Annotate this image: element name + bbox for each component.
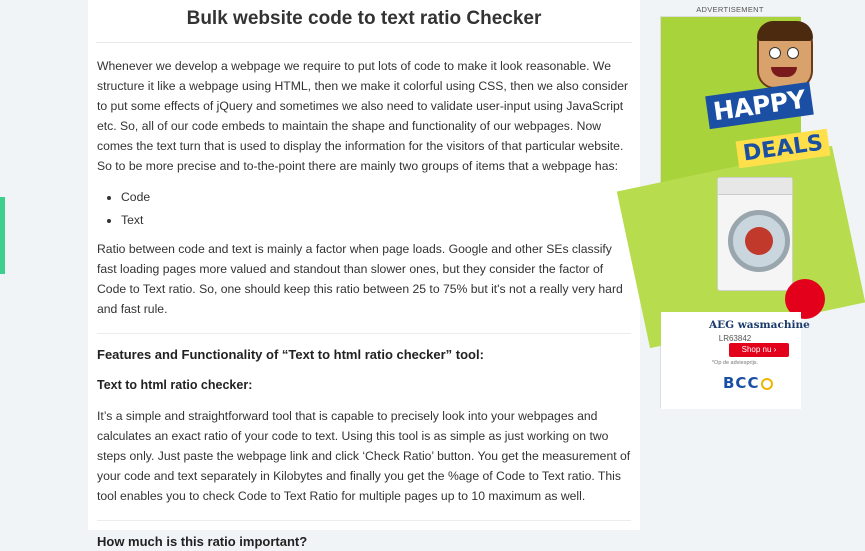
bcc-logo xyxy=(723,374,773,392)
advertisement-banner[interactable] xyxy=(660,16,825,408)
ad-product-name: AEG wasmachine xyxy=(709,319,810,331)
washing-machine-image xyxy=(717,177,793,291)
item-list xyxy=(97,186,631,232)
section-divider xyxy=(97,333,631,334)
ad-deals-text: DEALS xyxy=(736,129,831,169)
ad-happy-text: HAPPY xyxy=(705,82,813,129)
bcc-logo-text: BCC xyxy=(723,374,760,392)
features-heading: Features and Functionality of “Text to html ratio checker” tool: xyxy=(97,347,484,362)
ratio-paragraph: Ratio between code and text is mainly a factor when page loads. Google and other SEs classify fast loading pages more valued and standout than slower ones, but they consider the factor of Code to Text ratio. So, one should keep this ratio between 25 to 75% but it's not a really very hard and fast rule. xyxy=(97,242,623,316)
importance-heading: How much is this ratio important? xyxy=(97,534,308,549)
ad-footer xyxy=(661,312,810,409)
section-divider xyxy=(97,520,631,521)
page-title: Bulk website code to text ratio Checker xyxy=(186,8,542,29)
advertisement-label: ADVERTISEMENT xyxy=(696,5,764,14)
left-accent-bar xyxy=(0,197,5,274)
shop-now-button[interactable]: Shop nu › xyxy=(729,343,789,357)
mascot-image xyxy=(757,23,813,89)
ad-hero xyxy=(661,17,825,312)
ad-model-number: LR63842 xyxy=(718,334,752,343)
intro-paragraph: Whenever we develop a webpage we require to put lots of code to make it look reasonable. We structure it like a webpage using HTML, then we make it colorful using CSS, then we also consider to put some effects of jQuery and sometimes we also need to validate user-input using JavaScript etc. So, all of our code embeds to maintain the shape and functionality of our webpages. Now comes the text turn that is used to display the information for the visitors of that particular website. So to be more precise and to-the-point there are mainly two groups of items that a webpage has: xyxy=(97,59,629,173)
article-content xyxy=(97,56,631,551)
list-item: • Code xyxy=(121,186,631,209)
checker-paragraph: It’s a simple and straightforward tool that is capable to precisely look into your webpages and calculates an exact ratio of your code to text. Using this tool is as simple as just working on two steps only. Just paste the webpage link and click ‘Check Ratio’ button. You get the measurement of your code and text separately in Kilobytes and finally you get the %age of Code to Text ratio. This tool enables you to check Code to Text Ratio for multiple pages up to 10 maximum as well. xyxy=(97,409,631,503)
checker-subheading: Text to html ratio checker: xyxy=(97,378,253,392)
title-divider xyxy=(96,42,632,43)
ad-price-note: *Op de adviesprijs. xyxy=(711,360,759,366)
article-card xyxy=(88,0,640,549)
list-item: • Text xyxy=(121,209,631,232)
bcc-logo-icon xyxy=(761,378,773,390)
